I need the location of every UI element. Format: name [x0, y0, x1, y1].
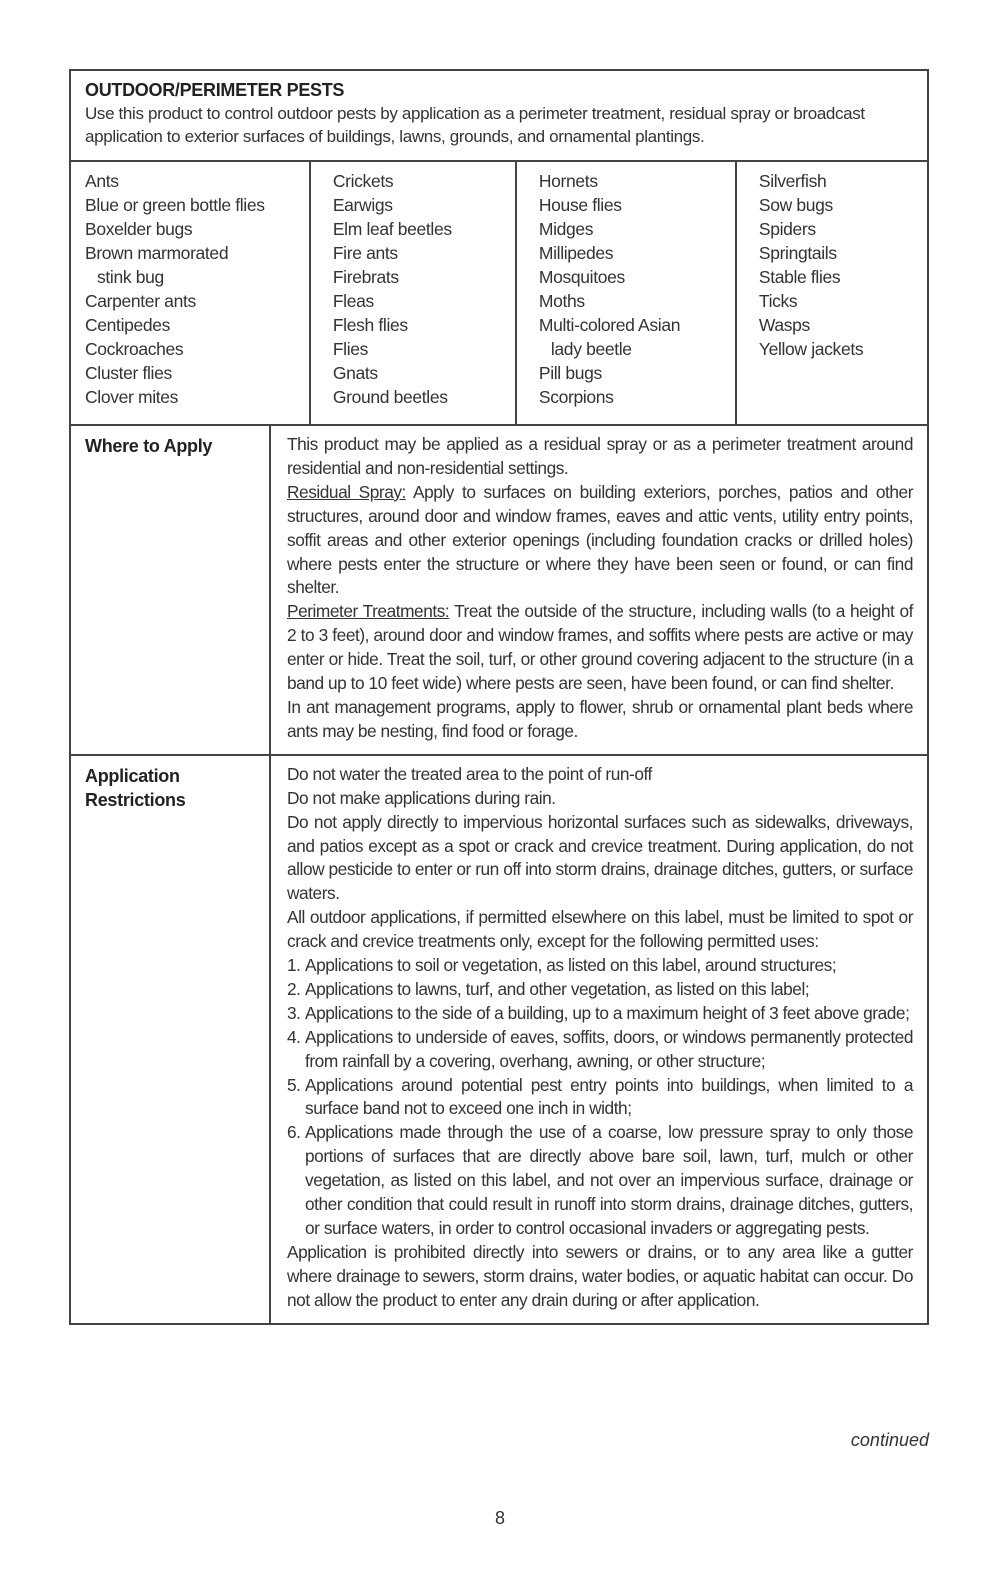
list-item: Stable flies [758, 267, 841, 287]
list-item: Cluster flies [85, 363, 172, 383]
list-item: Wasps [758, 315, 810, 335]
perimeter-heading: Perimeter Treatments: [287, 601, 450, 622]
list-text: Applications to lawns, turf, and other vegetation, as listed on this label; [305, 978, 810, 999]
list-item: Crickets [332, 171, 394, 191]
perimeter-text: Treat the outside of the structure, including walls (to a height of 2 to 3 feet), around door and window frames, and soffits where pests are active or may enter or hide. Treat the soil, turf, or other ground covering adjacent to the structure (in a band up to 10 feet wide) where pests are seen, have been found, or can find shelter. [287, 601, 913, 694]
list-text: Applications made through the use of a coarse, low pressure spray to only those portions of surfaces that are directly above bare soil, lawn, turf, mulch or other vegetation, as listed on this label, and not over an impervious surface, drainage or other condition that could result in runoff into storm drains, drainage ditches, gutters, or surface waters, in order to control occasional invaders or aggregating pests. [305, 1122, 913, 1238]
list-item: Spiders [758, 219, 816, 239]
list-item [287, 1026, 913, 1074]
residual-spray-text: Apply to surfaces on building exteriors, porches, patios and other structures, around door and window frames, eaves and attic vents, utility entry points, soffit areas and other exterior openings (including foundation cracks or drilled holes) where pests enter the structure or where they have been seen or found, or can find shelter. [287, 481, 913, 598]
list-item: Midges [538, 219, 594, 239]
list-item: Blue or green bottle flies [85, 195, 265, 215]
table-header [71, 71, 927, 162]
list-item: Cockroaches [85, 339, 184, 359]
restrictions-body [271, 756, 927, 1323]
where-to-apply-intro: This product may be applied as a residual spray or as a perimeter treatment around residential and non-residential settings. [287, 434, 913, 478]
list-item [287, 1121, 913, 1241]
permitted-uses-list [287, 954, 913, 1241]
list-item [287, 978, 913, 1002]
list-item: Flies [332, 339, 369, 359]
list-item: Firebrats [332, 267, 399, 287]
list-item: Fleas [332, 291, 374, 311]
pest-column-3 [515, 162, 735, 424]
continued-note: continued [850, 1430, 929, 1450]
list-item: Fire ants [332, 243, 398, 263]
label-page [69, 69, 929, 1325]
residual-spray-paragraph [287, 481, 913, 601]
list-item: Centipedes [85, 315, 171, 335]
restriction-paragraph: Do not water the treated area to the point of run-off [287, 763, 652, 784]
list-item: Ground beetles [332, 387, 448, 407]
restrictions-label-line2: Restrictions [85, 789, 186, 810]
list-number: 5. [287, 1074, 301, 1095]
list-item: Scorpions [538, 387, 614, 407]
pest-column-4 [735, 162, 927, 424]
list-item: Hornets [538, 171, 598, 191]
list-item: House flies [538, 195, 622, 215]
list-number: 6. [287, 1122, 301, 1143]
pest-list [71, 162, 927, 426]
list-text: Applications to the side of a building, up to a maximum height of 3 feet above grade; [305, 1002, 910, 1023]
list-item: Yellow jackets [758, 339, 864, 359]
list-item: Brown marmorated [85, 243, 229, 263]
list-number: 4. [287, 1026, 301, 1047]
page-number: 8 [494, 1508, 505, 1528]
list-item: Silverfish [758, 171, 827, 191]
pest-column-1 [71, 162, 309, 424]
list-item: Elm leaf beetles [332, 219, 452, 239]
list-item: Boxelder bugs [85, 219, 193, 239]
list-item: Gnats [332, 363, 378, 383]
restriction-paragraph: Do not make applications during rain. [287, 787, 556, 808]
pest-table [69, 69, 929, 1325]
where-to-apply-label: Where to Apply [71, 426, 271, 754]
pest-column-2 [309, 162, 515, 424]
restrictions-label-line1: Application [85, 765, 180, 786]
section-description: Use this product to control outdoor pests by application as a perimeter treatment, residual spray or broadcast application to exterior surfaces of buildings, lawns, grounds, and ornamental plantings. [85, 104, 865, 146]
list-item [287, 954, 913, 978]
list-item: Mosquitoes [538, 267, 625, 287]
list-number: 1. [287, 955, 301, 976]
list-item: lady beetle [550, 339, 632, 359]
where-to-apply-body [271, 426, 927, 754]
list-item: Carpenter ants [85, 291, 196, 311]
list-item: stink bug [97, 267, 164, 287]
restriction-paragraph: All outdoor applications, if permitted elsewhere on this label, must be limited to spot or crack and crevice treatments only, except for the following permitted uses: [287, 907, 913, 952]
list-text: Applications around potential pest entry points into buildings, when limited to a surface band not to exceed one inch in width; [305, 1074, 913, 1119]
list-item: Moths [538, 291, 585, 311]
list-item [287, 1074, 913, 1122]
section-title: OUTDOOR/PERIMETER PESTS [85, 80, 345, 100]
list-item: Pill bugs [538, 363, 602, 383]
restrictions-row [71, 754, 927, 1323]
list-item: Earwigs [332, 195, 393, 215]
restrictions-label [71, 756, 271, 1323]
list-number: 3. [287, 1002, 301, 1023]
restriction-paragraph: Application is prohibited directly into sewers or drains, or to any area like a gutter where drainage to sewers, storm drains, water bodies, or aquatic habitat can occur. Do not allow the product to enter any drain during or after application. [287, 1241, 913, 1310]
list-item: Ticks [758, 291, 798, 311]
list-item: Flesh flies [332, 315, 408, 335]
restriction-paragraph: Do not apply directly to impervious horizontal surfaces such as sidewalks, driveways, and patios except as a spot or crack and crevice treatment. During application, do not allow pesticide to enter or run off into storm drains, drainage ditches, gutters, or surface waters. [287, 811, 913, 904]
list-item: Clover mites [85, 387, 179, 407]
list-item: Sow bugs [758, 195, 833, 215]
residual-spray-heading: Residual Spray: [287, 481, 406, 502]
list-text: Applications to underside of eaves, soffits, doors, or windows permanently protected from rainfall by a covering, overhang, awning, or other structure; [305, 1026, 913, 1071]
list-number: 2. [287, 978, 301, 999]
list-item: Millipedes [538, 243, 614, 263]
ant-management-paragraph: In ant management programs, apply to flower, shrub or ornamental plant beds where ants may be nesting, find food or forage. [287, 696, 913, 741]
perimeter-paragraph [287, 600, 913, 696]
list-item [287, 1002, 913, 1026]
list-item: Springtails [758, 243, 837, 263]
list-item: Multi-colored Asian [538, 315, 681, 335]
list-text: Applications to soil or vegetation, as listed on this label, around structures; [305, 955, 837, 976]
where-to-apply-row [71, 426, 927, 754]
list-item: Ants [85, 171, 119, 191]
